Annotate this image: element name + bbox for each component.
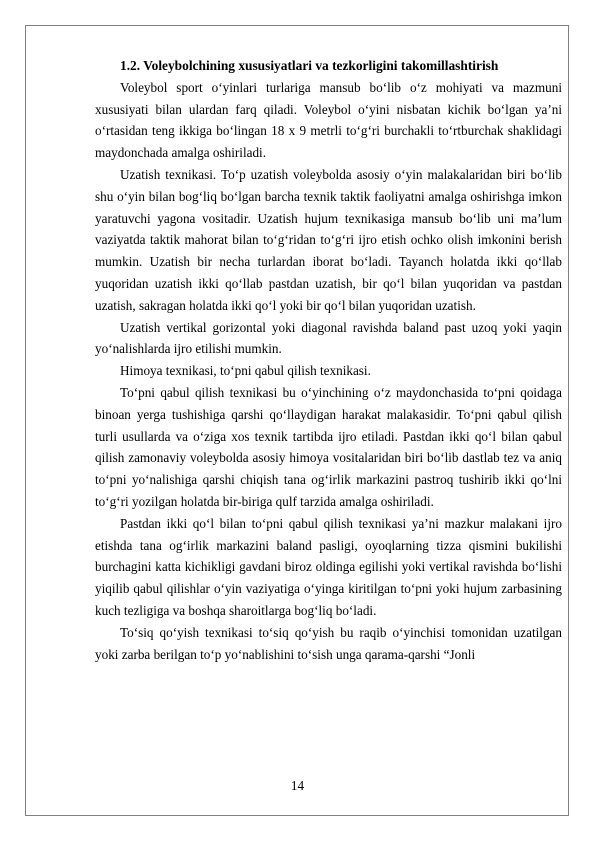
document-body <box>95 55 562 665</box>
section-heading: 1.2. Voleybolchining xususiyatlari va tezkorligini takomillashtirish <box>120 58 499 73</box>
paragraph-pastdan-qabul: Pastdan ikki qo‘l bilan to‘pni qabul qilish texnikasi ya’ni mazkur malakani ijro etishda tana og‘irlik markazini baland pasligi, oyoqlarning tizza qismini bukilishi burchagini katta kichikligi gavdani biroz oldinga egilishi yoki vertikal ravishda bo‘lishi yiqilib qabul qilishlar o‘yin vaziyatiga o‘yinga kiritilgan to‘pni yoki hujum zarbasining kuch tezligiga va boshqa sharoitlarga bog‘liq bo‘ladi. <box>95 515 562 618</box>
paragraph-uzatish-texnikasi: Uzatish texnikasi. To‘p uzatish voleybolda asosiy o‘yin malakalaridan biri bo‘lib shu o‘yin bilan bog‘liq bo‘lgan barcha texnik taktik faoliyatni amalga oshirishga imkon yaratuvchi yagona vositadir. Uzatish hujum texnikasiga mansub bo‘lib uni ma’lum vaziyatda taktik mahorat bilan to‘g‘ridan to‘g‘ri ijro etish ochko olish imkonini berish mumkin. Uzatish bir necha turlardan iborat bo‘ladi. Tayanch holatda ikki qo‘llab yuqoridan uzatish ikki qo‘llab pastdan uzatish, bir qo‘l bilan yuqoridan va pastdan uzatish, sakragan holatda ikki qo‘l yoki bir qo‘l bilan yuqoridan uzatish. <box>95 166 562 313</box>
paragraph-himoya-texnikasi: Himoya texnikasi, to‘pni qabul qilish texnikasi. <box>120 363 371 379</box>
paragraph-tosiq-qoyish: To‘siq qo‘yish texnikasi to‘siq qo‘yish bu raqib o‘yinchisi tomonidan uzatilgan yoki zarba berilgan to‘p yo‘nablishini to‘sish unga qarama-qarshi “Jonli <box>95 624 562 662</box>
page-number: 14 <box>290 778 305 793</box>
paragraph-intro: Voleybol sport o‘yinlari turlariga mansub bo‘lib o‘z mohiyati va mazmuni xususiyati bilan ulardan farq qiladi. Voleybol o‘yini nisbatan kichik bo‘lgan ya’ni o‘rtasidan teng ikkiga bo‘lingan 18 x 9 metrli to‘g‘ri burchakli to‘rtburchak shaklidagi maydonchada amalga oshiriladi. <box>95 79 562 161</box>
paragraph-qabul-qilish: To‘pni qabul qilish texnikasi bu o‘yinchining o‘z maydonchasida to‘pni qoidaga binoan yerga tushishiga qarshi qo‘llaydigan harakat malakasidir. To‘pni qabul qilish turli usullarda va o‘ziga xos texnik tartibda ijro etiladi. Pastdan ikki qo‘l bilan qabul qilish zamonaviy voleybolda asosiy himoya vositalaridan biri bo‘lib dastlab tez va aniq to‘pni yo‘nalishiga qarshi chiqish tana og‘irlik markazini pastroq tushirib ikki qo‘lni to‘g‘ri yozilgan holatda bir-biriga qulf tarzida amalga oshiriladi. <box>95 384 562 509</box>
paragraph-uzatish-yonalish: Uzatish vertikal gorizontal yoki diagonal ravishda baland past uzoq yoki yaqin yo‘nalishlarda ijro etilishi mumkin. <box>95 319 562 357</box>
